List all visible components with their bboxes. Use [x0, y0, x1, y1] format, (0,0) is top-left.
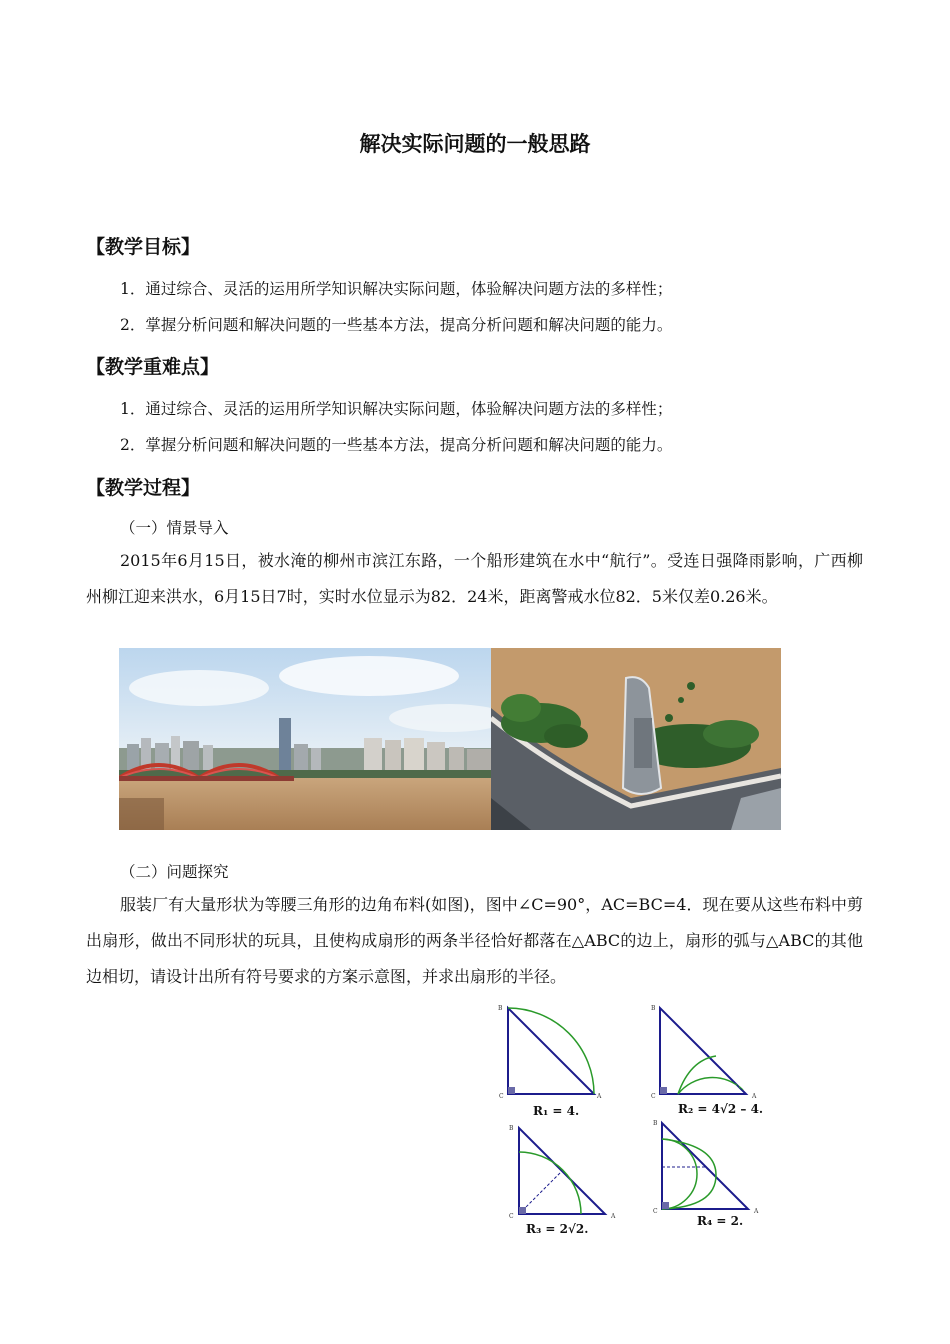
vertex-a-3: A [611, 1213, 616, 1220]
right-angle-mark-4 [662, 1202, 669, 1209]
vertex-c-4: C [653, 1208, 658, 1215]
diagram-2 [648, 1000, 764, 1102]
part1-label: （一）情景导入 [120, 519, 229, 537]
vertex-b-1: B [498, 1005, 503, 1012]
photo-city-flood [119, 648, 491, 830]
vertex-a-1: A [597, 1093, 602, 1100]
vertex-b-3: B [509, 1125, 514, 1132]
objective-item-2: 2．掌握分析问题和解决问题的一些基本方法，提高分析问题和解决问题的能力。 [120, 316, 673, 334]
arc-3 [519, 1152, 581, 1214]
triangle-4 [662, 1123, 748, 1209]
triangle-2 [660, 1008, 746, 1094]
caption-r3: R₃ = 2√2. [526, 1222, 589, 1236]
vertex-c-1: C [499, 1093, 504, 1100]
objective-item-1: 1．通过综合、灵活的运用所学知识解决实际问题，体验解决问题方法的多样性； [120, 280, 673, 298]
section-heading-objectives: 【教学目标】 [86, 236, 201, 258]
triangle-1 [508, 1008, 594, 1094]
vertex-a-2: A [752, 1093, 757, 1100]
diagram-1 [494, 1000, 604, 1102]
diagram-3 [505, 1120, 621, 1222]
arc-4 [662, 1139, 697, 1209]
part2-paragraph: 服装厂有大量形状为等腰三角形的边角布料(如图)，图中∠C=90°，AC=BC=4．现在要从这些布料中剪出扇形，做出不同形状的玩具，且使构成扇形的两条半径恰好都落在△ABC的边上，扇形的弧与△ABC的其他边相切，请设计出所有符号要求的方案示意图，并求出扇形的半径。 [86, 895, 863, 986]
right-angle-mark-1 [508, 1087, 515, 1094]
caption-r4: R₄ = 2. [697, 1214, 744, 1228]
vertex-b-2: B [651, 1005, 656, 1012]
key-point-item-1: 1．通过综合、灵活的运用所学知识解决实际问题，体验解决问题方法的多样性； [120, 400, 673, 418]
part1-paragraph: 2015年6月15日，被水淹的柳州市滨江东路，一个船形建筑在水中“航行”。受连日强降雨影响，广西柳州柳江迎来洪水，6月15日7时，实时水位显示为82．24米，距离警戒水位82．5米仅差0.26米。 [86, 551, 863, 606]
vertex-a-4: A [754, 1208, 759, 1215]
right-angle-mark-3 [519, 1207, 526, 1214]
section-heading-process: 【教学过程】 [86, 477, 201, 499]
right-angle-mark-2 [660, 1087, 667, 1094]
section-heading-key-points: 【教学重难点】 [86, 356, 220, 378]
diagram-4 [650, 1115, 766, 1215]
page-title: 解决实际问题的一般思路 [359, 132, 591, 156]
radius-dashed-2 [716, 1064, 746, 1094]
key-point-item-2: 2．掌握分析问题和解决问题的一些基本方法，提高分析问题和解决问题的能力。 [120, 436, 673, 454]
caption-r2: R₂ = 4√2 – 4. [678, 1102, 764, 1116]
photo-boat-building [491, 648, 781, 830]
part2-label: （二）问题探究 [120, 863, 229, 881]
vertex-c-2: C [651, 1093, 656, 1100]
caption-r1: R₁ = 4. [533, 1104, 580, 1118]
vertex-c-3: C [509, 1213, 514, 1220]
vertex-b-4: B [653, 1120, 658, 1127]
